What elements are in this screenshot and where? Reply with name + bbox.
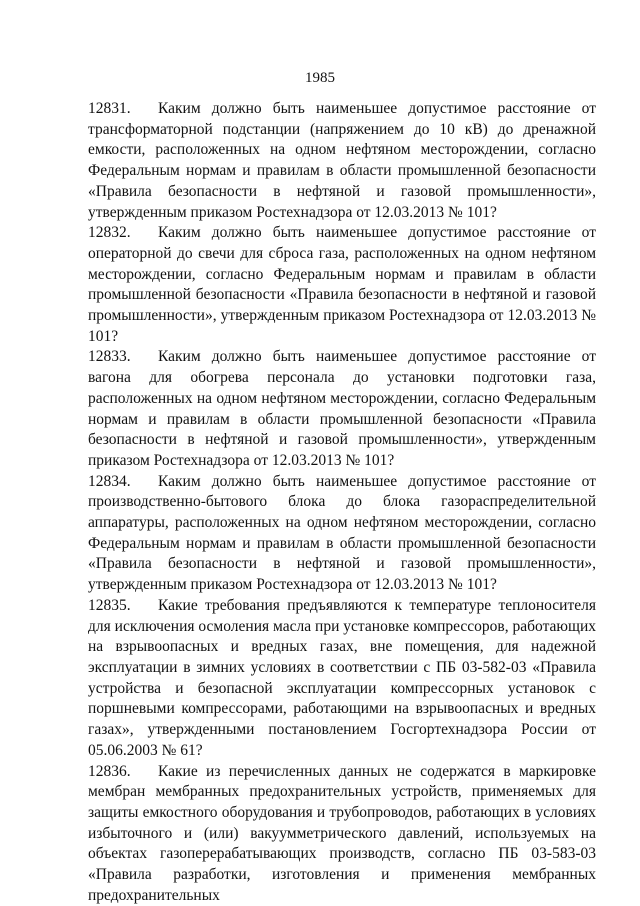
question-number: 12831.	[88, 99, 158, 120]
question-text: Каким должно быть наименьшее допустимое расстояние от трансформаторной подстанции (напряжением до 10 кВ) до дренажной емкости, расположенных на одном нефтяном месторождении, согласно Федеральным нормам и правилам в области промышленной безопасности «Правила безопасности в нефтяной и газовой промышленности», утвержденным приказом Ростехнадзора от 12.03.2013 № 101?	[88, 100, 596, 221]
question-text: Каким должно быть наименьшее допустимое расстояние от производственно-бытового блока до блока газораспределительной аппаратуры, расположенных на одном нефтяном месторождении, согласно Федеральным нормам и правилам в области промышленной безопасности «Правила безопасности в нефтяной и газовой промышленности», утвержденным приказом Ростехнадзора от 12.03.2013 № 101?	[88, 473, 596, 594]
question-number: 12833.	[88, 347, 158, 368]
question-text: Каким должно быть наименьшее допустимое расстояние от вагона для обогрева персонала до установки подготовки газа, расположенных на одном нефтяном месторождении, согласно Федеральным нормам и правилам в области промышленной безопасности «Правила безопасности в нефтяной и газовой промышленности», утвержденным приказом Ростехнадзора от 12.03.2013 № 101?	[88, 348, 596, 469]
questions-list	[88, 99, 596, 906]
question-item	[88, 596, 596, 762]
question-text: Какие из перечисленных данных не содержатся в маркировке мембран мембранных предохранительных устройств, применяемых для защиты емкостного оборудования и трубопроводов, работающих в условиях избыточного и (или) вакуумметрического давлений, используемых на объектах газоперерабатывающих производств, согласно ПБ 03-583-03 «Правила разработки, изготовления и применения мембранных предохранительных	[88, 763, 596, 904]
question-number: 12836.	[88, 762, 158, 783]
question-item	[88, 99, 596, 223]
question-item	[88, 223, 596, 347]
question-text: Каким должно быть наименьшее допустимое расстояние от операторной до свечи для сброса газа, расположенных на одном нефтяном месторождении, согласно Федеральным нормам и правилам в области промышленной безопасности «Правила безопасности в нефтяной и газовой промышленности», утвержденным приказом Ростехнадзора от 12.03.2013 № 101?	[88, 224, 596, 345]
question-number: 12832.	[88, 223, 158, 244]
question-item	[88, 347, 596, 471]
question-number: 12835.	[88, 596, 158, 617]
page-number: 1985	[0, 70, 640, 87]
question-item	[88, 472, 596, 596]
question-number: 12834.	[88, 472, 158, 493]
question-item	[88, 762, 596, 906]
question-text: Какие требования предъявляются к температуре теплоносителя для исключения осмоления масла при установке компрессоров, работающих на взрывоопасных и вредных газах, вне помещения, для надежной эксплуатации в зимних условиях в соответствии с ПБ 03-582-03 «Правила устройства и безопасной эксплуатации компрессорных установок с поршневыми компрессорами, работающими на взрывоопасных и вредных газах», утвержденными постановлением Госгортехнадзора России от 05.06.2003 № 61?	[88, 597, 596, 759]
